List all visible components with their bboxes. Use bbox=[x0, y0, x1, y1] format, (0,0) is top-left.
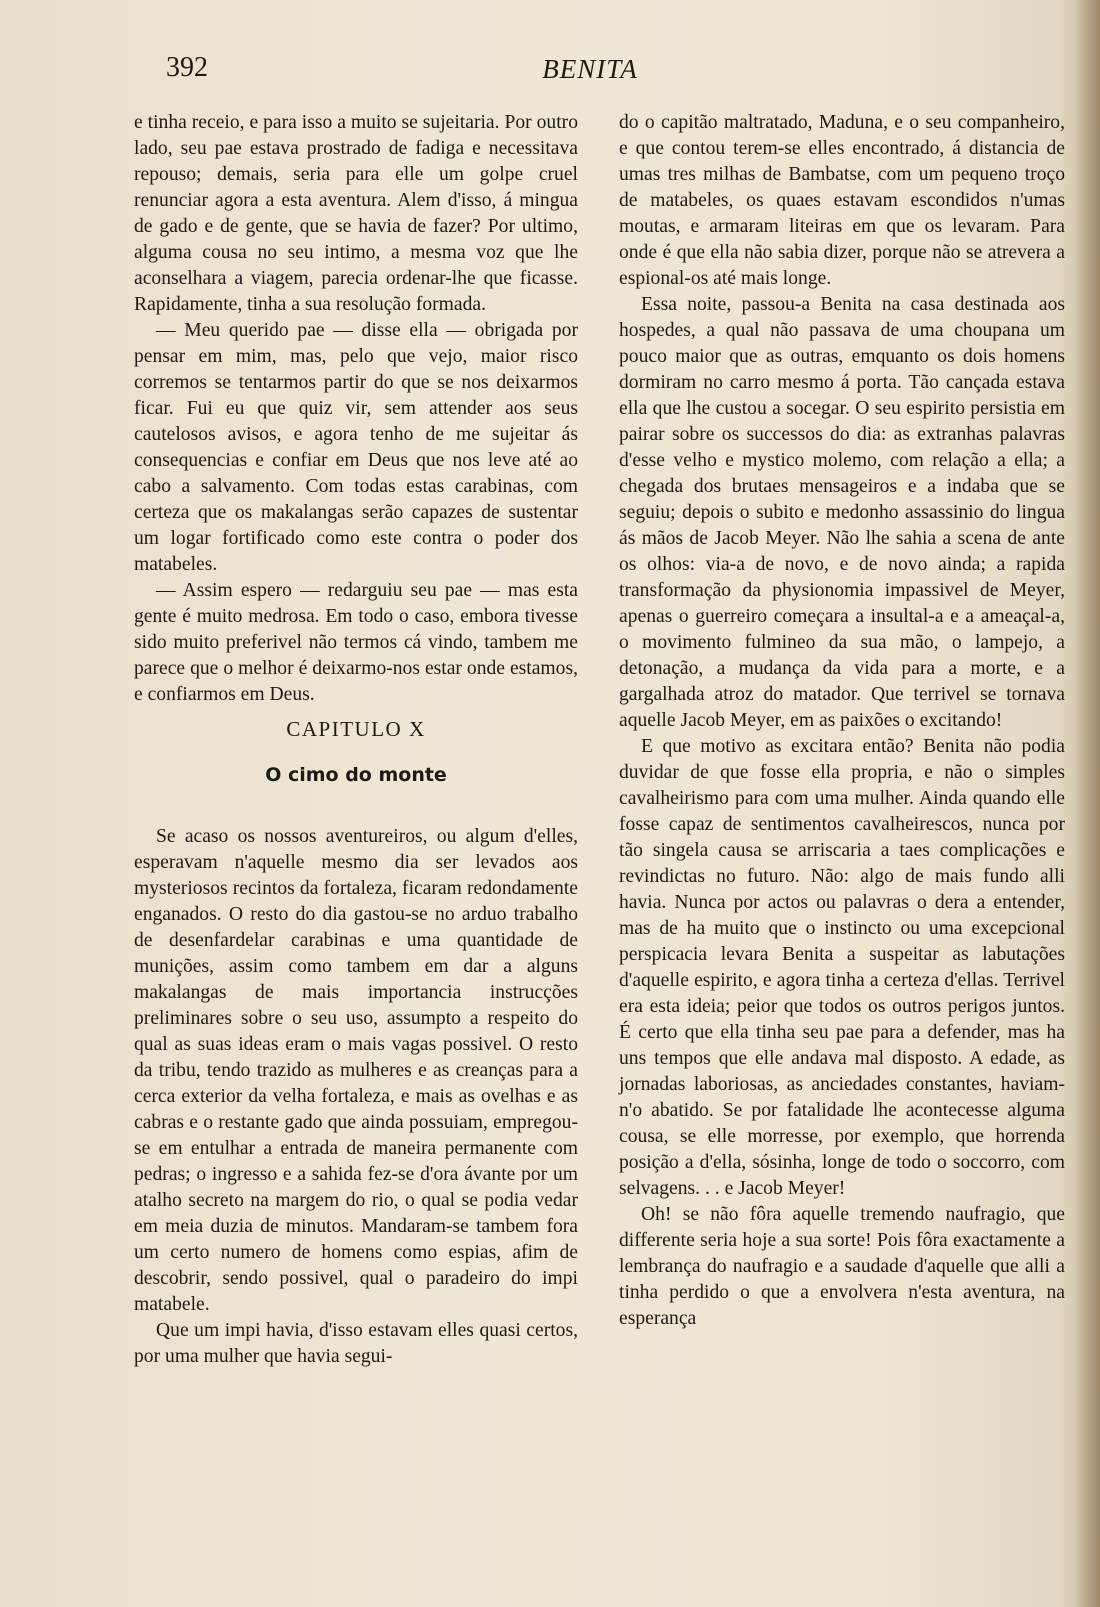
running-title: BENITA bbox=[542, 54, 638, 84]
page-edge-shadow bbox=[1074, 0, 1100, 1607]
paragraph: E que motivo as excitara então? Benita não podia duvidar de que fosse ella propria, e não o simples cavalheirismo para com uma mulher. Ainda quando elle fosse capaz de sentimentos cavalheirescos, nunca por tão singela causa se arriscaria a taes complicações e revindictas no futuro. Não: algo de mais fundo alli havia. Nunca por actos ou palavras o dera a entender, mas de ha muito que o instincto ou uma excepcional perspicacia levara Benita a suspeitar as labutações d'aquelle espirito, e agora tinha a certeza d'ellas. Terrivel era esta ideia; peior que todos os outros perigos juntos. É certo que ella tinha seu pae para a defender, mas ha uns tempos que elle andava mal disposto. A edade, as jornadas laboriosas, as anciedades constantes, haviam-n'o abatido. Se por fatalidade lhe acontecesse alguma cousa, se elle morresse, por exemplo, que horrenda posição a d'ella, sósinha, longe de todo o soccorro, com selvagens. . . e Jacob Meyer! bbox=[619, 736, 1065, 1199]
paragraph: Que um impi havia, d'isso estavam elles quasi certos, por uma mulher que havia segui- bbox=[134, 1320, 578, 1367]
paragraph: e tinha receio, e para isso a muito se sujeitaria. Por outro lado, seu pae estava prostrado de fadiga e necessitava repouso; demais, seria para elle um golpe cruel renunciar agora a esta aventura. Alem d'isso, á mingua de gado e de gente, que se havia de fazer? Por ultimo, alguma cousa no seu intimo, a mesma voz que lhe aconselhara a viagem, parecia ordenar-lhe que ficasse. Rapidamente, tinha a sua resolução formada. bbox=[134, 112, 578, 315]
right-column bbox=[619, 110, 1065, 1332]
left-column bbox=[134, 110, 578, 1370]
paragraph: Se acaso os nossos aventureiros, ou algum d'elles, esperavam n'aquelle mesmo dia ser levados aos mysteriosos recintos da fortaleza, ficaram redondamente enganados. O resto do dia gastou-se no arduo trabalho de desenfardelar carabinas e uma quantidade de munições, assim como tambem em dar a alguns makalangas de mais importancia instrucções preliminares sobre o seu uso, assumpto a respeito do qual as suas ideas eram o mais vagas possivel. O resto da tribu, tendo trazido as mulheres e as creanças para a cerca exterior da velha fortaleza, e mais as ovelhas e as cabras e o restante gado que ainda possuiam, empregou-se em entulhar a entrada de maneira permanente com pedras; o ingresso e a sahida fez-se d'ora ávante por um atalho secreto na margem do rio, o qual se podia vedar em meia duzia de minutos. Mandaram-se tambem fora um certo numero de homens como espias, afim de descobrir, sendo possivel, qual o paradeiro do impi matabele. bbox=[134, 826, 578, 1315]
page-header bbox=[0, 52, 1100, 92]
paragraph: — Meu querido pae — disse ella — obrigada por pensar em mim, mas, pelo que vejo, maior risco corremos se tentarmos partir do que se nos deixarmos ficar. Fui eu que quiz vir, sem attender aos seus cautelosos avisos, e agora tenho de me sujeitar ás consequencias e confiar em Deus que nos leve até ao cabo a salvamento. Com todas estas carabinas, com certeza que os makalangas serão capazes de sustentar um logar fortificado como este contra o poder dos matabeles. bbox=[134, 320, 578, 575]
paragraph: — Assim espero — redarguiu seu pae — mas esta gente é muito medrosa. Em todo o caso, embora tivesse sido muito preferivel não termos cá vindo, tambem me parece que o melhor é deixarmo-nos estar onde estamos, e confiarmos em Deus. bbox=[134, 580, 578, 705]
paragraph: Essa noite, passou-a Benita na casa destinada aos hospedes, a qual não passava de uma choupana um pouco maior que as outras, emquanto os dois homens dormiram no carro mesmo á porta. Tão cançada estava ella que lhe custou a socegar. O seu espirito persistia em pairar sobre os successos do dia: as extranhas palavras d'esse velho e mystico molemo, com relação a ella; a chegada dos brutaes mensageiros e a indaba que se seguiu; depois o subito e medonho assassinio do lingua ás mãos de Jacob Meyer. Não lhe sahia a scena de ante os olhos: via-a de novo, e de novo ainda; a rapida transformação da physionomia impassivel de Meyer, apenas o guerreiro começara a insultal-a e a ameaçal-a, o movimento fulmineo da sua mão, o lampejo, a detonação, a mudança da vida para a morte, e a gargalhada atroz do matador. Que terrivel se tornava aquelle Jacob Meyer, em as paixões o excitando! bbox=[619, 294, 1065, 731]
page-number: 392 bbox=[166, 52, 208, 83]
paragraph: do o capitão maltratado, Maduna, e o seu companheiro, e que contou terem-se elles encontrado, á distancia de umas tres milhas de Bambatse, com um pequeno troço de matabeles, os quaes estavam escondidos n'umas moutas, e armaram liteiras em que os levaram. Para onde é que ella não sabia dizer, porque não se atrevera a espional-os até mais longe. bbox=[619, 112, 1065, 289]
paragraph: Oh! se não fôra aquelle tremendo naufragio, que differente seria hoje a sua sorte! Pois fôra exactamente a lembrança do naufragio e a saudade d'aquelle que alli a tinha perdido o que a envolvera n'esta aventura, na esperança bbox=[619, 1204, 1065, 1329]
chapter-number: CAPITULO X bbox=[286, 717, 426, 741]
chapter-title: O cimo do monte bbox=[265, 764, 447, 786]
